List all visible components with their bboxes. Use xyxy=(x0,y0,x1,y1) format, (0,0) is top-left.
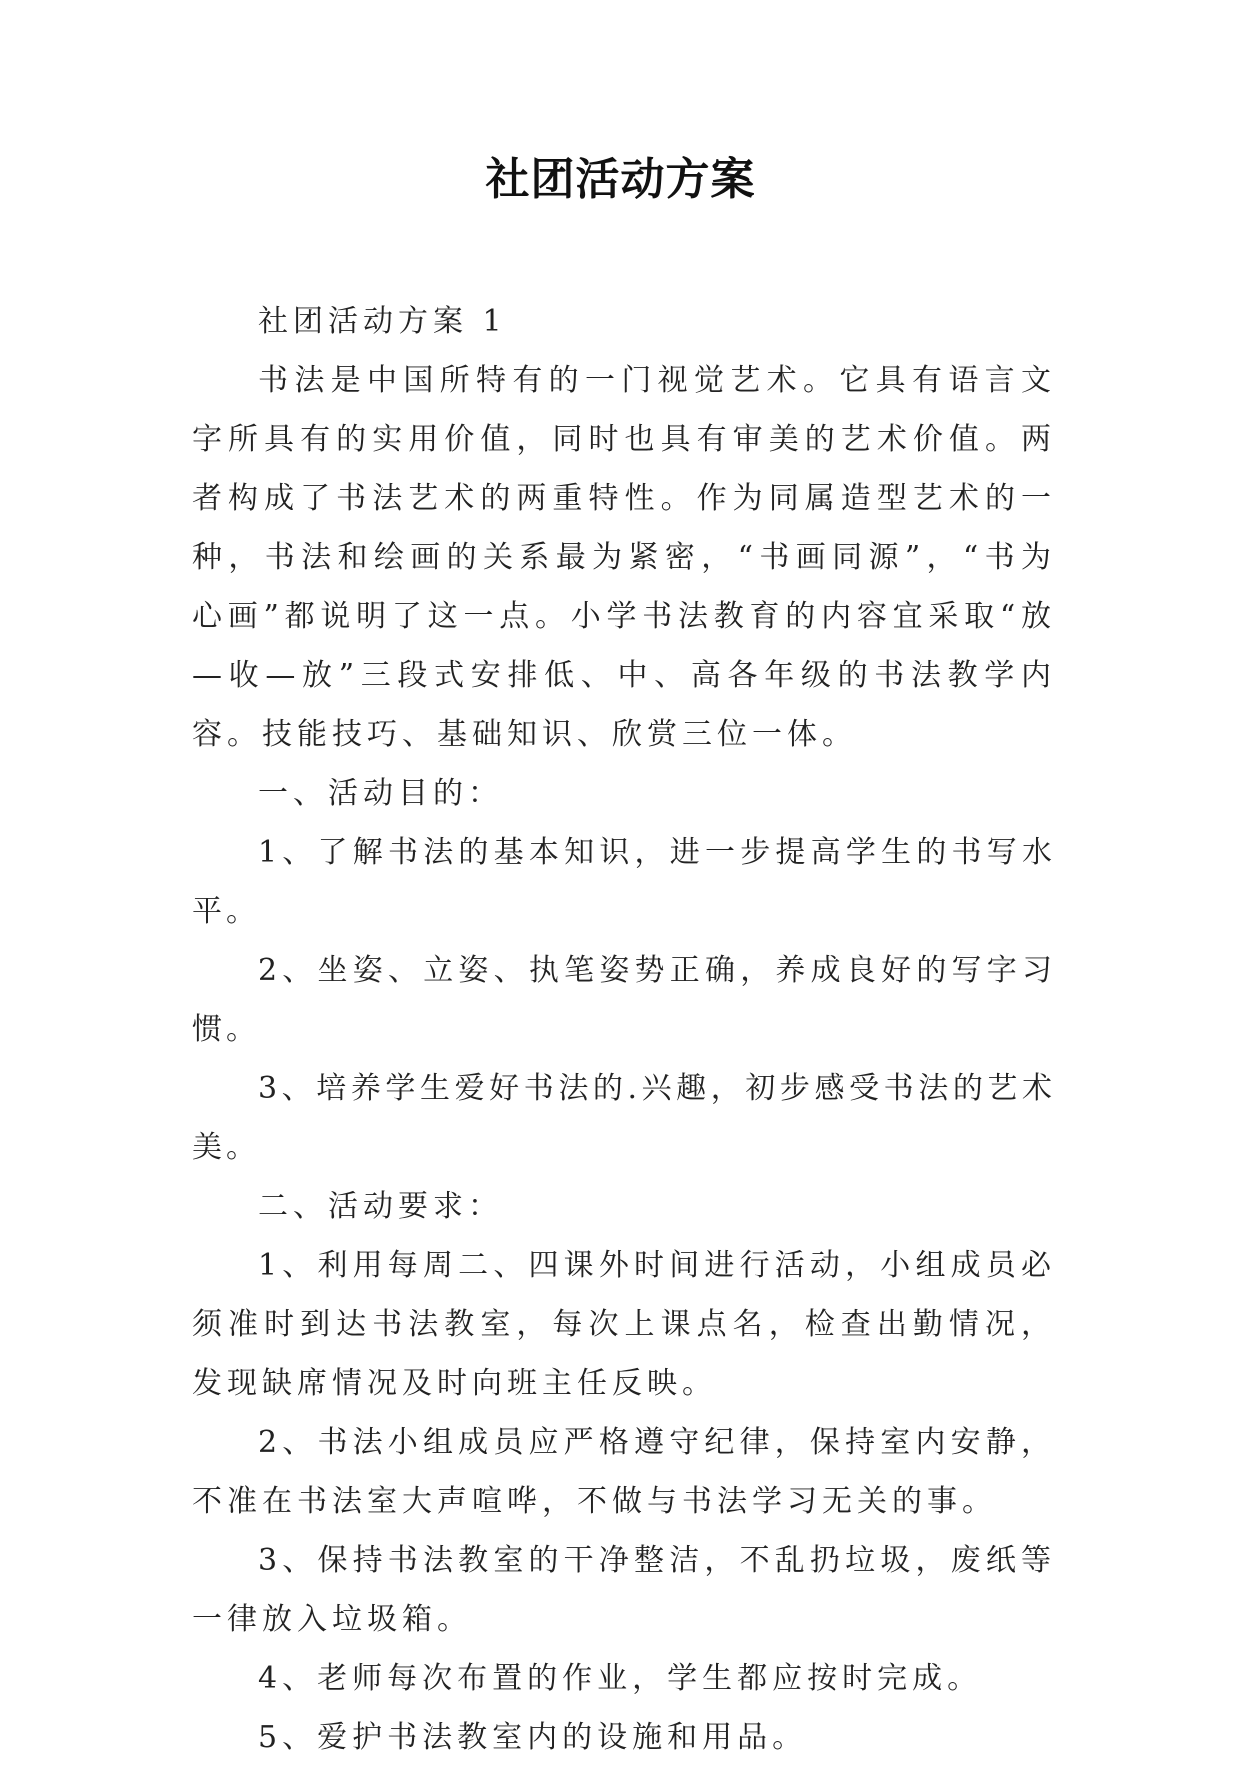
requirement-item-5: 5、爱护书法教室内的设施和用品。 xyxy=(258,1720,808,1755)
requirement-item-4: 4、老师每次布置的作业，学生都应按时完成。 xyxy=(258,1661,983,1696)
purpose-item-3: 3、培养学生爱好书法的.兴趣，初步感受书法的艺术美。 xyxy=(192,1071,1056,1165)
document-title: 社团活动方案 xyxy=(485,154,756,205)
heading-activity-purpose: 一、活动目的： xyxy=(258,776,503,811)
document-body xyxy=(192,292,1056,1767)
requirement-item-3: 3、保持书法教室的干净整洁，不乱扔垃圾，废纸等一律放入垃圾箱。 xyxy=(192,1543,1056,1637)
purpose-item-2: 2、坐姿、立姿、执笔姿势正确，养成良好的写字习惯。 xyxy=(192,953,1056,1047)
requirement-item-2: 2、书法小组成员应严格遵守纪律，保持室内安静，不准在书法室大声喧哗，不做与书法学习无关的事。 xyxy=(192,1425,1056,1519)
requirement-item-1: 1、利用每周二、四课外时间进行活动，小组成员必须准时到达书法教室，每次上课点名，检查出勤情况，发现缺席情况及时向班主任反映。 xyxy=(192,1248,1056,1401)
heading-activity-requirements: 二、活动要求： xyxy=(258,1189,503,1224)
intro-paragraph: 书法是中国所特有的一门视觉艺术。它具有语言文字所具有的实用价值，同时也具有审美的艺术价值。两者构成了书法艺术的两重特性。作为同属造型艺术的一种，书法和绘画的关系最为紧密，“书画同源”，“书为心画”都说明了这一点。小学书法教育的内容宜采取“放—收—放”三段式安排低、中、高各年级的书法教学内容。技能技巧、基础知识、欣赏三位一体。 xyxy=(192,363,1056,752)
section-heading: 社团活动方案 1 xyxy=(258,304,507,339)
purpose-item-1: 1、了解书法的基本知识，进一步提高学生的书写水平。 xyxy=(192,835,1056,929)
